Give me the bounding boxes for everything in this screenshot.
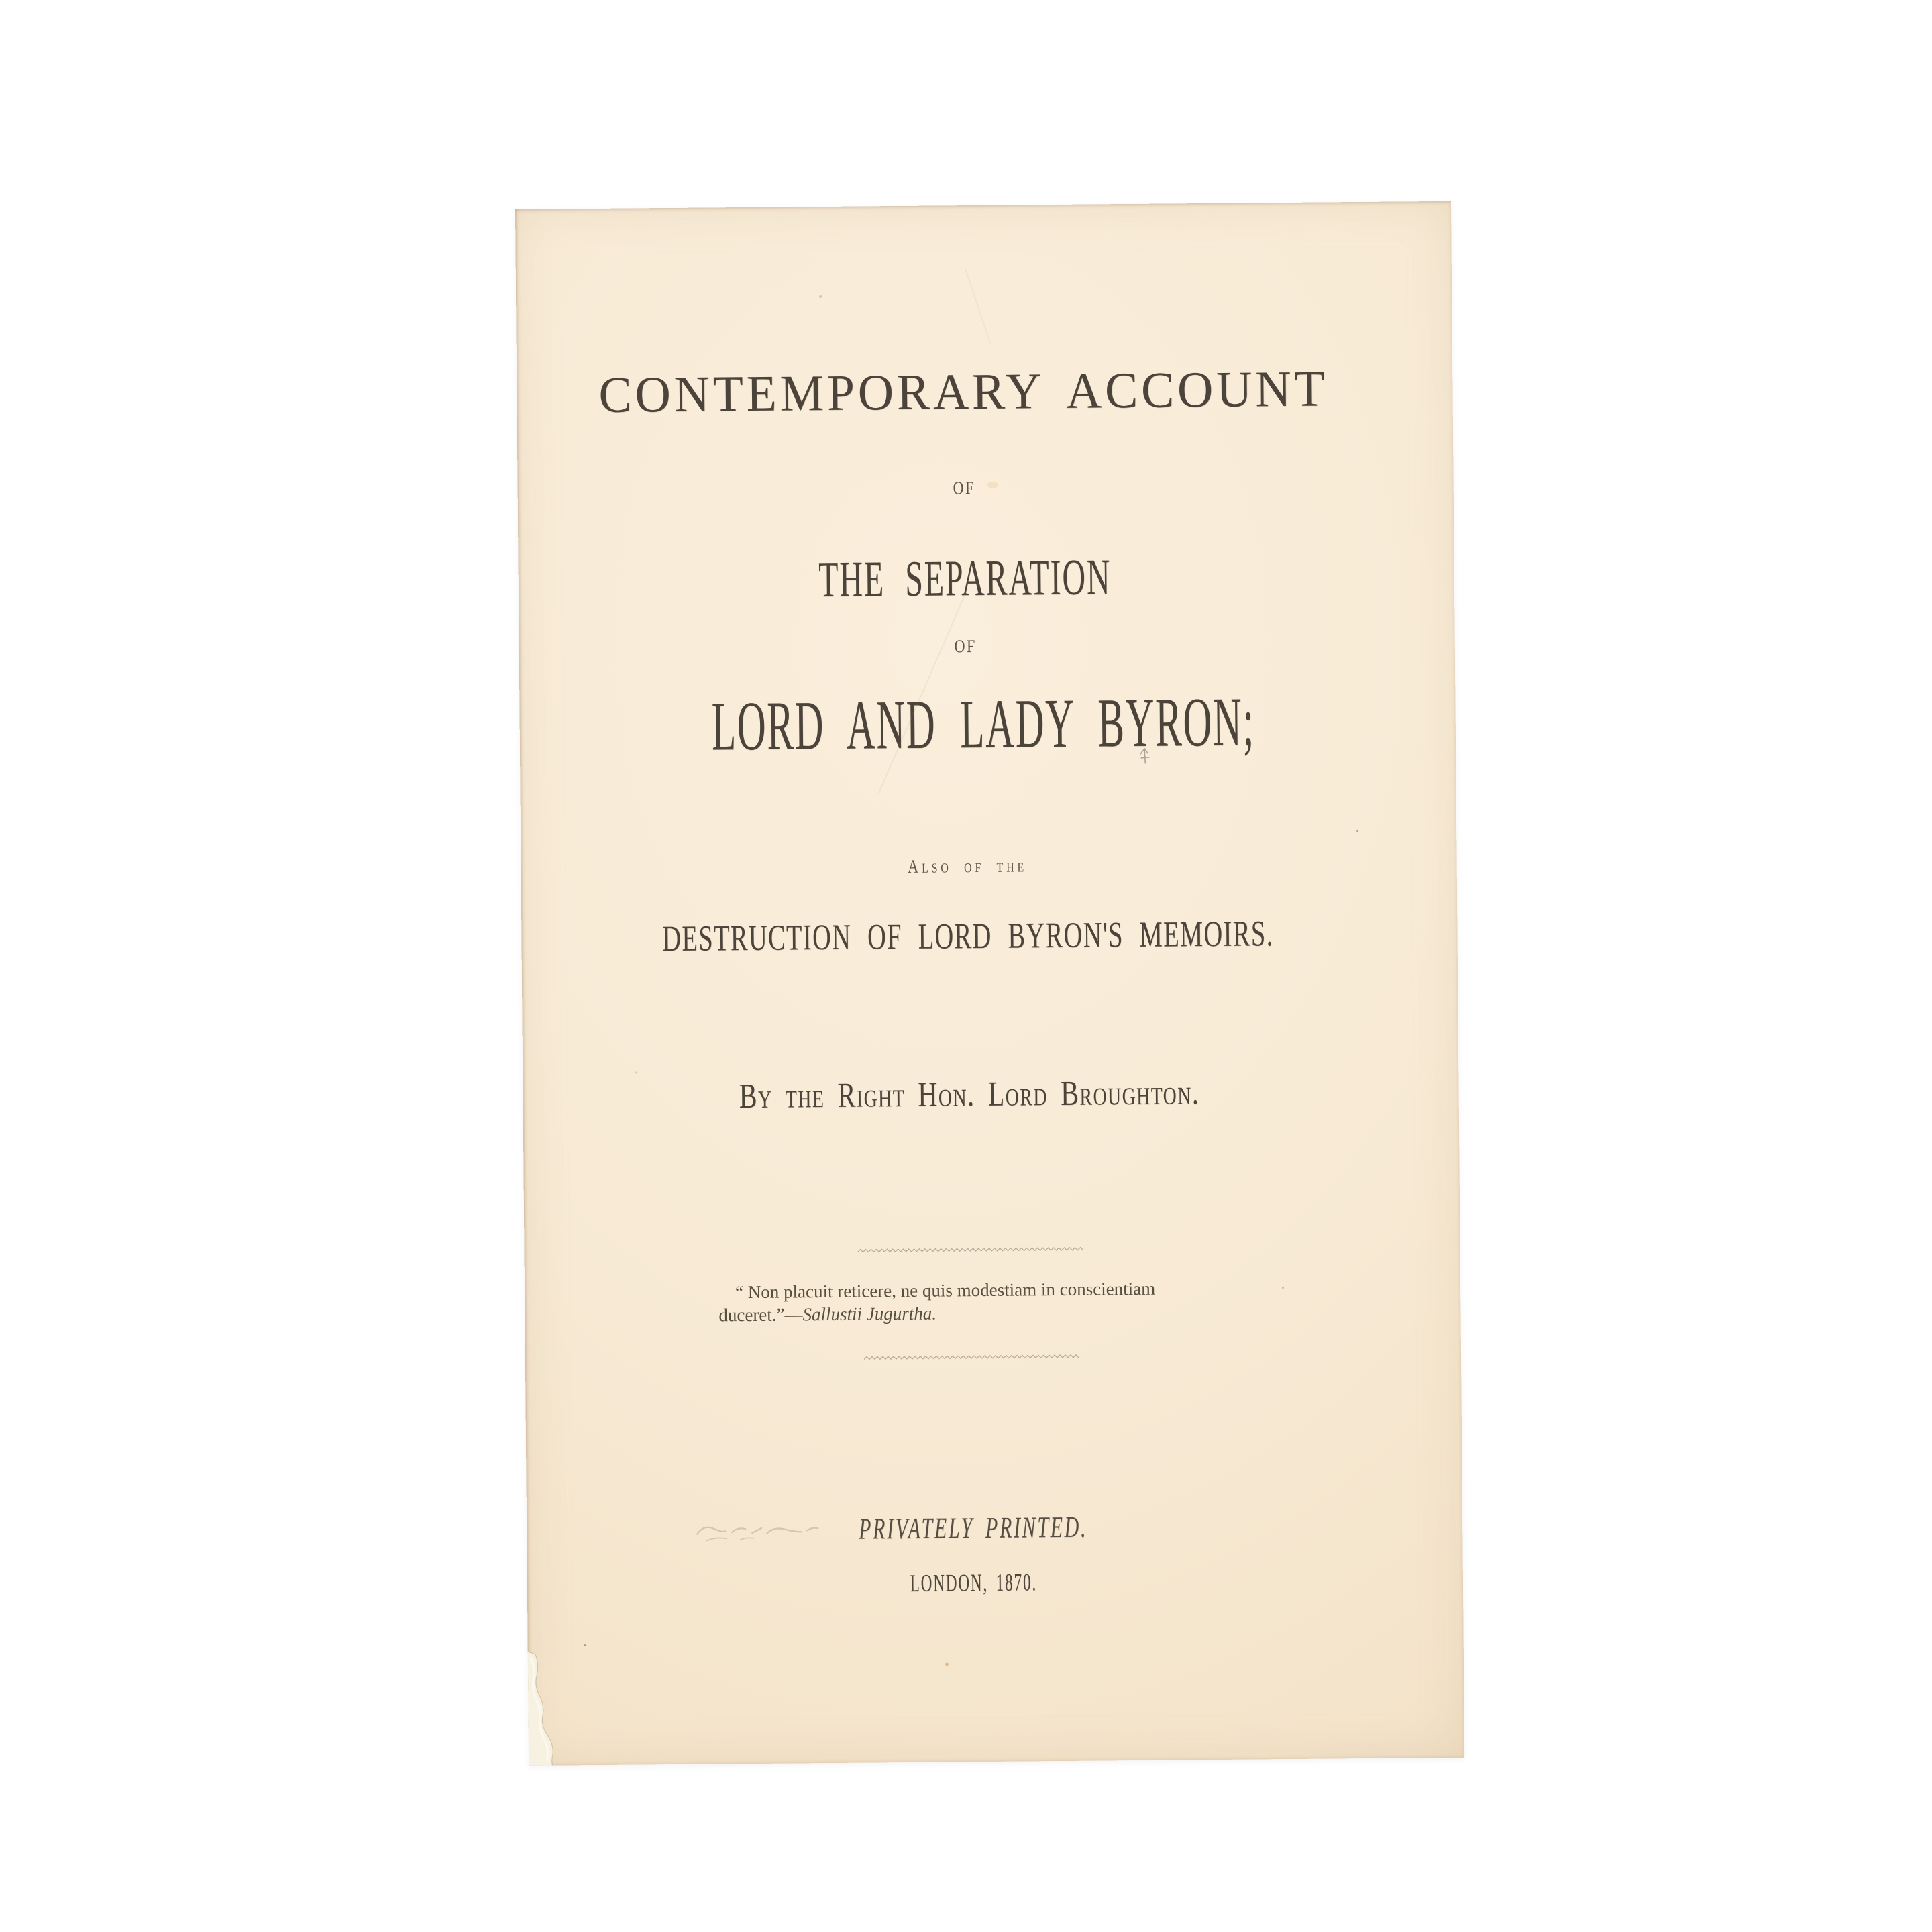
zigzag-rule-top xyxy=(858,1246,1083,1254)
foxing-speck xyxy=(945,1662,949,1666)
author-byline: By the Right Hon. Lord Broughton. xyxy=(739,1073,1200,1116)
paper-crease-small xyxy=(965,269,991,345)
foxing-speck xyxy=(1356,830,1358,832)
paper-tear-chip xyxy=(526,1651,576,1766)
imprint-line: PRIVATELY PRINTED. xyxy=(858,1510,1088,1546)
quote-source: Sallustii Jugurtha. xyxy=(802,1303,937,1325)
quote-line-1: “ Non placuit reticere, ne quis modestiam in conscientiam xyxy=(735,1278,1156,1303)
foxing-speck xyxy=(635,1071,637,1073)
title-line-2: THE SEPARATION xyxy=(818,549,1112,608)
of-word-1: OF xyxy=(953,478,975,498)
also-of-the-line: Also of the xyxy=(907,855,1028,877)
pencil-arrow-mark xyxy=(1136,743,1155,766)
imprint-place-date: LONDON, 1870. xyxy=(910,1568,1038,1597)
foxing-speck xyxy=(1282,1287,1284,1289)
foxing-speck xyxy=(584,1644,586,1646)
of-word-2: OF xyxy=(954,636,977,657)
book-title-page xyxy=(515,201,1464,1766)
pencil-inscription xyxy=(693,1510,841,1546)
title-line-4: DESTRUCTION OF LORD BYRON'S MEMOIRS. xyxy=(662,913,1274,959)
zigzag-rule-bottom xyxy=(864,1353,1080,1362)
paper-stain xyxy=(987,482,998,488)
title-line-1: CONTEMPORARY ACCOUNT xyxy=(598,360,1328,423)
title-line-3: LORD AND LADY BYRON; xyxy=(711,683,1256,765)
foxing-speck xyxy=(819,295,822,298)
epigraph-quote xyxy=(718,1277,1249,1327)
quote-line-2 xyxy=(718,1299,1248,1327)
quote-line-2-text: duceret.”— xyxy=(718,1304,803,1326)
